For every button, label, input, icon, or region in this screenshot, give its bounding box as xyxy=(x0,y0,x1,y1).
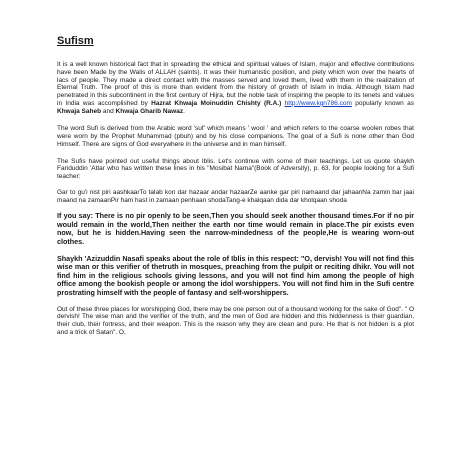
document-page xyxy=(57,36,414,345)
paragraph-three-places: Out of these three places for worshipping God, there may be one person out of a thousand working for the sake of God". " O dervish! The wise man and the verifier of the truth, and the men of God are hidden and this hiddenness is their guardian, their club, their fortress, and their weapon. This is the reason why they are clean and pure. He that is not hidden is a plot and a trick of Satan". O, xyxy=(57,305,414,336)
name-moinuddin-chishty: Hazrat Khwaja Moinuddin Chishty (R.A.) xyxy=(151,99,282,107)
intro-text: It is a well known historical fact that in spreading the ethical and spiritual values of Islam, major and effective contributions have been Made by the Walis of ALLAH (saints). It was their humanistic position, and piety which won over the hearts of lacs of people. They made a direct contact with the masses served and loved them, lived with them in the realization of Eternal Truth. The proof of this is more than evident from the history of growth of Islam in India. Although Islam had penetrated in this subcontinent in the first century of Hijra, but the noble task of inspiring the people to its tenets and values in India was accomplished by xyxy=(57,61,414,107)
name-khwaja-saheb: Khwaja Saheb xyxy=(57,107,102,115)
paragraph-persian-verse: Gar to gu'i nist piri aashkaarTo talab kon dar hazaar andar hazaarZe aanke gar piri namaand dar jahaanNa zamin bar jaai maand na zamaanPir ham hast in zamaan penhaan shodaTang-e khalqaan dida dar kholqaan shoda xyxy=(57,188,414,204)
paragraph-sufi-word: The word Sufi is derived from the Arabic word 'suf' which means ' wool ' and which refers to the coarse woolen robes that were worn by the Prophet Muhammad (pbuh) and by his close companions. The goal of a Sufi is none other than God Himself. There are signs of God everywhere in the universe and in man himself. xyxy=(57,125,414,148)
paragraph-intro xyxy=(57,61,414,115)
intro-mid: popularly known as xyxy=(351,99,414,107)
paragraph-nasafi: Shaykh 'Azizuddin Nasafi speaks about the role of Iblis in this respect: "O, dervish! You will not find this wise man or this verifier of thetruth in mosques, preaching from the pulpit or reciting dhikr. You will not find him in the religious schools giving lessons, and you will not find him among the people of high office among the bookish people or among the idol worshippers. You will not find him in the Sufi centre prostrating himself with the people of fantasy and self-worshippers. xyxy=(57,253,414,297)
website-link[interactable]: http://www.kgn786.com xyxy=(284,99,352,107)
paragraph-verse-translation: If you say: There is no pir openly to be seen,Then you should seek another thousand times.For if no pir would remain in the world,Then neither the earth nor time would remain in place.The pir exists even now, but he is hidden.Having seen the narrow-mindedness of the people,He is wearing worn-out clothes. xyxy=(57,211,414,247)
paragraph-iblis: The Sufis have pointed out useful things about Iblis. Let's continue with some of their teachings. Let us quote shaykh Fariduddin 'Attar who has written these lines in his "Mosibat Nama"(Book of Adversity), p. 63, for people looking for a Sufi teacher: xyxy=(57,157,414,180)
name-gharib-nawaz: Khwaja Gharib Nawaz xyxy=(115,107,184,115)
page-title: Sufism xyxy=(57,35,94,47)
intro-and: and xyxy=(101,107,116,115)
intro-end: . xyxy=(183,107,185,115)
